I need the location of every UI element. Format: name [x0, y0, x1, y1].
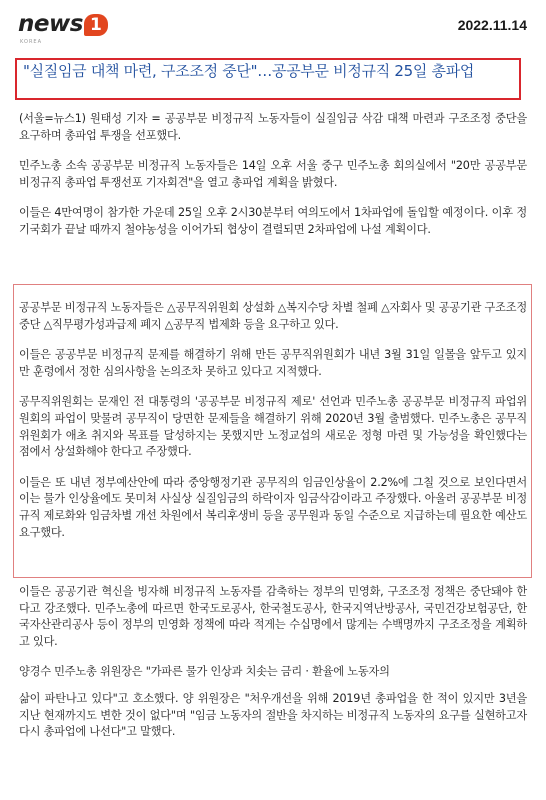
- logo-subtext: KOREA: [20, 39, 42, 45]
- paragraph: 양경수 민주노총 위원장은 "가파른 물가 인상과 치솟는 금리 · 환율에 노동자의: [19, 665, 390, 679]
- paragraph: 공무직위원회는 문재인 전 대통령의 '공공부문 비정규직 제로' 선언과 민주노총 공공부문 비정규직 파업위원회의 파업이 맞물려 공무직이 당면한 문제들을 해결하기 위해 2020년 3월 출범했다. 민주노총은 공무직위원회가 애초 취지와 목표를 달성하지는 못했지만 노정교섭의 새로운 정형 마련 및 가능성을 확인했다는 점에서 상설화해야 한다고 주장했다.: [19, 395, 527, 459]
- article-bottom: [19, 584, 527, 755]
- headline: "실질임금 대책 마련, 구조조정 중단"…공공부문 비정규직 25일 총파업: [23, 62, 475, 80]
- paragraph: 민주노총 소속 공공부문 비정규직 노동자들은 14일 오후 서울 중구 민주노총 회의실에서 "20만 공공부문 비정규직 총파업 투쟁선포 기자회견"을 열고 총파업 계획을 밝혔다.: [19, 159, 527, 189]
- paragraph: 이들은 공공부문 비정규직 문제를 해결하기 위해 만든 공무직위원회가 내년 3월 31일 일몰을 앞두고 있지만 훈령에서 정한 심의사항을 논의조차 못하고 있다고 지적했다.: [19, 348, 527, 378]
- paragraph: 이들은 4만여명이 참가한 가운데 25일 오후 2시30분부터 여의도에서 1차파업에 돌입할 예정이다. 이후 정기국회가 끝날 때까지 철야농성을 이어가되 협상이 결렬되면 2차파업에 나설 계획이다.: [19, 206, 527, 236]
- header: [0, 0, 546, 56]
- logo-text: news: [18, 11, 83, 37]
- paragraph: (서울=뉴스1) 원태성 기자 = 공공부문 비정규직 노동자들이 실질임금 삭감 대책 마련과 구조조정 중단을 요구하며 총파업 투쟁을 선포했다.: [19, 112, 527, 142]
- article-top: [19, 111, 527, 253]
- article-highlight: [19, 300, 527, 555]
- article-date: 2022.11.14: [457, 17, 527, 33]
- paragraph: 이들은 또 내년 정부예산안에 따라 중앙행정기관 공무직의 임금인상율이 2.2%에 그칠 것으로 보인다면서 이는 물가 인상율에도 못미쳐 사실상 실질임금의 하락이자 임금삭감이라고 주장했다. 아울러 공공부문 비정규직 제로화와 임금차별 개선 차원에서 복리후생비 등을 공무원과 동일 수준으로 지급하는데 필요한 예산도 요구했다.: [19, 475, 527, 539]
- paragraph: 이들은 공공기관 혁신을 빙자해 비정규직 노동자를 감축하는 정부의 민영화, 구조조정 정책은 중단돼야 한다고 강조했다. 민주노총에 따르면 한국도로공사, 한국철도공사, 한국지역난방공사, 국민건강보험공단, 한국자산관리공사 등이 정부의 민영화 정책에 따라 적게는 수십명에서 많게는 수백명까지 구조조정을 계획하고 있다.: [19, 585, 527, 648]
- news1-logo[interactable]: [18, 12, 108, 46]
- logo-mark-icon: 1: [84, 14, 108, 36]
- paragraph: 공공부문 비정규직 노동자들은 △공무직위원회 상설화 △복지수당 차별 철폐 △자회사 및 공공기관 구조조정 중단 △직무평가성과급제 폐지 △공무직 법제화 등을 요구하고 있다.: [19, 301, 527, 331]
- paragraph: 삶이 파탄나고 있다"고 호소했다. 양 위원장은 "처우개선을 위해 2019년 총파업을 한 적이 있지만 3년을 지난 현재까지도 변한 것이 없다"며 "임금 노동자의 절반을 차지하는 비정규직 노동자의 요구를 실현하고자 다시 총파업에 나선다"고 말했다.: [19, 691, 527, 739]
- headline-box: [15, 58, 521, 100]
